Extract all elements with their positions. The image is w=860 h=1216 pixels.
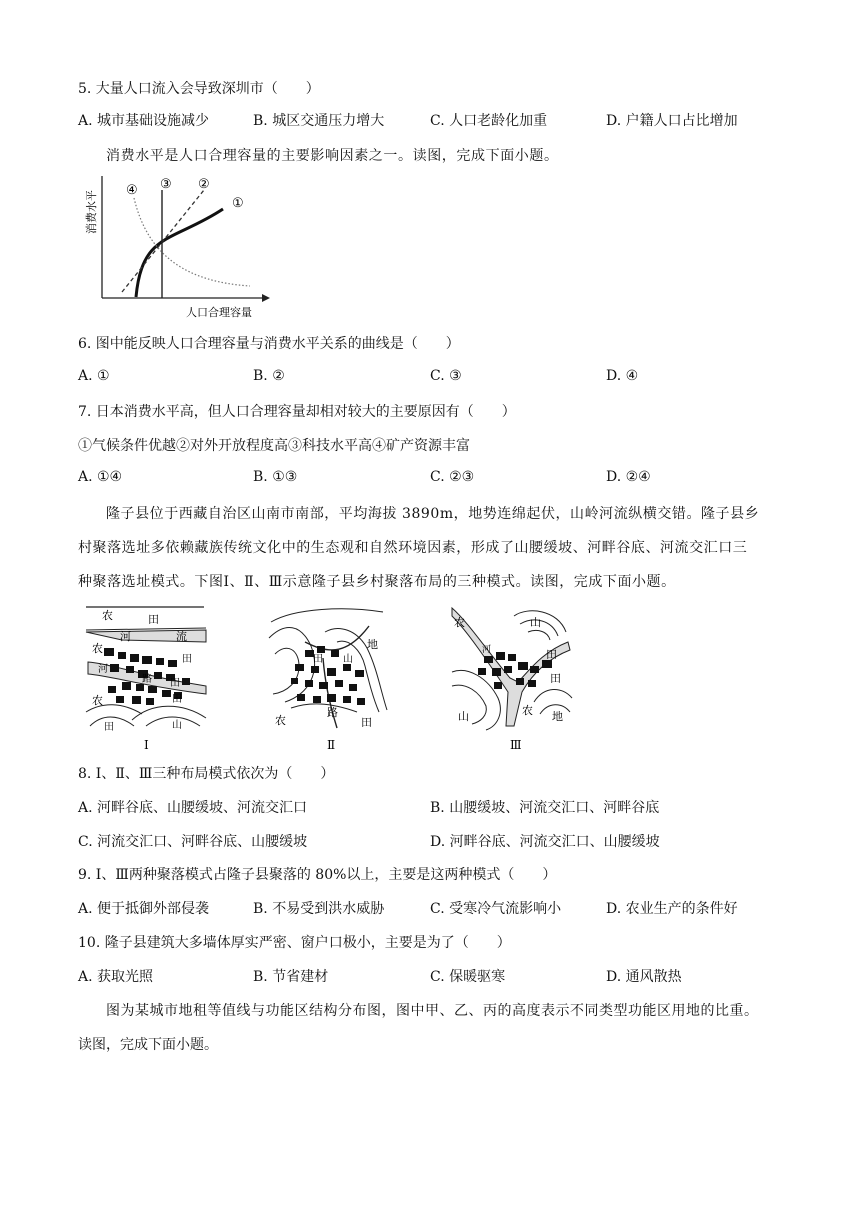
map1-label: 流 (176, 630, 187, 643)
map3-label: 农 (454, 616, 465, 629)
intro-longzi-line3: 种聚落选址模式。下图Ⅰ、Ⅱ、Ⅲ示意隆子县乡村聚落布局的三种模式。读图，完成下面小题。 (78, 574, 676, 590)
map1-label: 农 (92, 642, 103, 655)
map1-label: 农 (102, 609, 113, 622)
map1-label: 田 (182, 654, 192, 665)
intro-land-rent-line2: 读图，完成下面小题。 (78, 1037, 218, 1053)
map2-label: 地 (367, 638, 378, 651)
question-10-stem: 10. 隆子县建筑大多墙体厚实严密、窗户口极小，主要是为了（ ） (78, 935, 511, 951)
settlement-map-3 (448, 602, 578, 754)
map1-caption: Ⅰ (144, 738, 149, 752)
curve-4 (134, 198, 250, 286)
q6-option-d: D. ④ (606, 368, 639, 384)
q10-option-c: C. 保暖驱寒 (430, 969, 506, 985)
map2-label: 田 (313, 654, 323, 665)
map3-label: 田 (550, 672, 561, 685)
q8-option-a: A. 河畔谷底、山腰缓坡、河流交汇口 (78, 800, 308, 816)
intro-longzi-line2: 村聚落选址多依赖藏族传统文化中的生态观和自然环境因素，形成了山腰缓坡、河畔谷底、河流交汇口三 (78, 540, 748, 556)
map1-label: 田 (170, 678, 180, 689)
map2-label: 山 (343, 654, 353, 665)
map3-label: 山 (530, 616, 541, 629)
intro-consumption: 消费水平是人口合理容量的主要影响因素之一。读图，完成下面小题。 (106, 148, 559, 164)
map2-label: 田 (361, 716, 372, 729)
question-7-stem: 7. 日本消费水平高，但人口合理容量却相对较大的主要原因有（ ） (78, 404, 516, 420)
q5-option-c: C. 人口老龄化加重 (430, 113, 548, 129)
map1-label: 河 (120, 630, 131, 643)
question-5-stem: 5. 大量人口流入会导致深圳市（ ） (78, 81, 320, 97)
question-9-stem: 9. Ⅰ、Ⅲ两种聚落模式占隆子县聚落的 80%以上，主要是这两种模式（ ） (78, 867, 557, 883)
q5-option-a: A. 城市基础设施减少 (78, 113, 210, 129)
q10-option-b: B. 节省建材 (253, 969, 329, 985)
map3-label: 河 (482, 645, 492, 655)
q5-option-d: D. 户籍人口占比增加 (606, 113, 738, 129)
q7-statements: ①气候条件优越②对外开放程度高③科技水平高④矿产资源丰富 (78, 438, 470, 454)
map1-label: 山 (172, 720, 182, 731)
map2-label: 农 (275, 714, 286, 727)
q7-option-d: D. ②④ (606, 469, 651, 485)
graph-xlabel: 人口合理容量 (186, 306, 252, 319)
curve-1 (136, 209, 223, 297)
q9-option-a: A. 便于抵御外部侵袭 (78, 901, 210, 917)
q7-option-a: A. ①④ (78, 469, 123, 485)
intro-longzi-line1: 隆子县位于西藏自治区山南市南部，平均海拔 3890m，地势连绵起伏，山岭河流纵横交错。隆子县乡 (106, 506, 760, 522)
map1-label: 田 (172, 694, 182, 705)
curve-label-4: ④ (126, 183, 138, 198)
curve-label-3: ③ (160, 177, 172, 192)
map3-label: 田 (546, 648, 557, 661)
map1-label: 河 (98, 664, 108, 675)
curve-label-1: ① (232, 196, 244, 211)
question-8-stem: 8. Ⅰ、Ⅱ、Ⅲ三种布局模式依次为（ ） (78, 766, 335, 782)
q5-option-b: B. 城区交通压力增大 (253, 113, 385, 129)
q7-option-c: C. ②③ (430, 469, 475, 485)
settlement-map-2 (265, 602, 395, 754)
map1-label: 路 (142, 674, 152, 685)
map1-label: 田 (104, 722, 114, 733)
map3-caption: Ⅲ (510, 738, 522, 752)
curve-2 (122, 190, 204, 292)
q10-option-a: A. 获取光照 (78, 969, 154, 985)
q6-option-c: C. ③ (430, 368, 462, 384)
q9-option-d: D. 农业生产的条件好 (606, 901, 738, 917)
q7-option-b: B. ①③ (253, 469, 298, 485)
map3-label: 农 (522, 704, 533, 717)
map1-label: 农 (92, 694, 103, 707)
q8-option-d: D. 河畔谷底、河流交汇口、山腰缓坡 (430, 834, 660, 850)
map3-label: 地 (552, 710, 563, 723)
q9-option-c: C. 受寒冷气流影响小 (430, 901, 562, 917)
consumption-capacity-graph (78, 172, 278, 320)
curve-label-2: ② (198, 177, 210, 192)
intro-land-rent-line1: 图为某城市地租等值线与功能区结构分布图，图中甲、乙、丙的高度表示不同类型功能区用地的比重。 (106, 1003, 759, 1019)
settlement-map-1 (82, 602, 212, 754)
map3-label: 山 (458, 710, 469, 723)
q10-option-d: D. 通风散热 (606, 969, 682, 985)
q8-option-c: C. 河流交汇口、河畔谷底、山腰缓坡 (78, 834, 308, 850)
q8-option-b: B. 山腰缓坡、河流交汇口、河畔谷底 (430, 800, 660, 816)
question-6-stem: 6. 图中能反映人口合理容量与消费水平关系的曲线是（ ） (78, 336, 460, 352)
q6-option-a: A. ① (78, 368, 110, 384)
q6-option-b: B. ② (253, 368, 285, 384)
map2-caption: Ⅱ (327, 738, 336, 752)
map2-label: 路 (327, 706, 338, 719)
q9-option-b: B. 不易受到洪水威胁 (253, 901, 385, 917)
graph-ylabel: 消费水平 (85, 190, 98, 234)
map1-label: 田 (148, 613, 159, 626)
